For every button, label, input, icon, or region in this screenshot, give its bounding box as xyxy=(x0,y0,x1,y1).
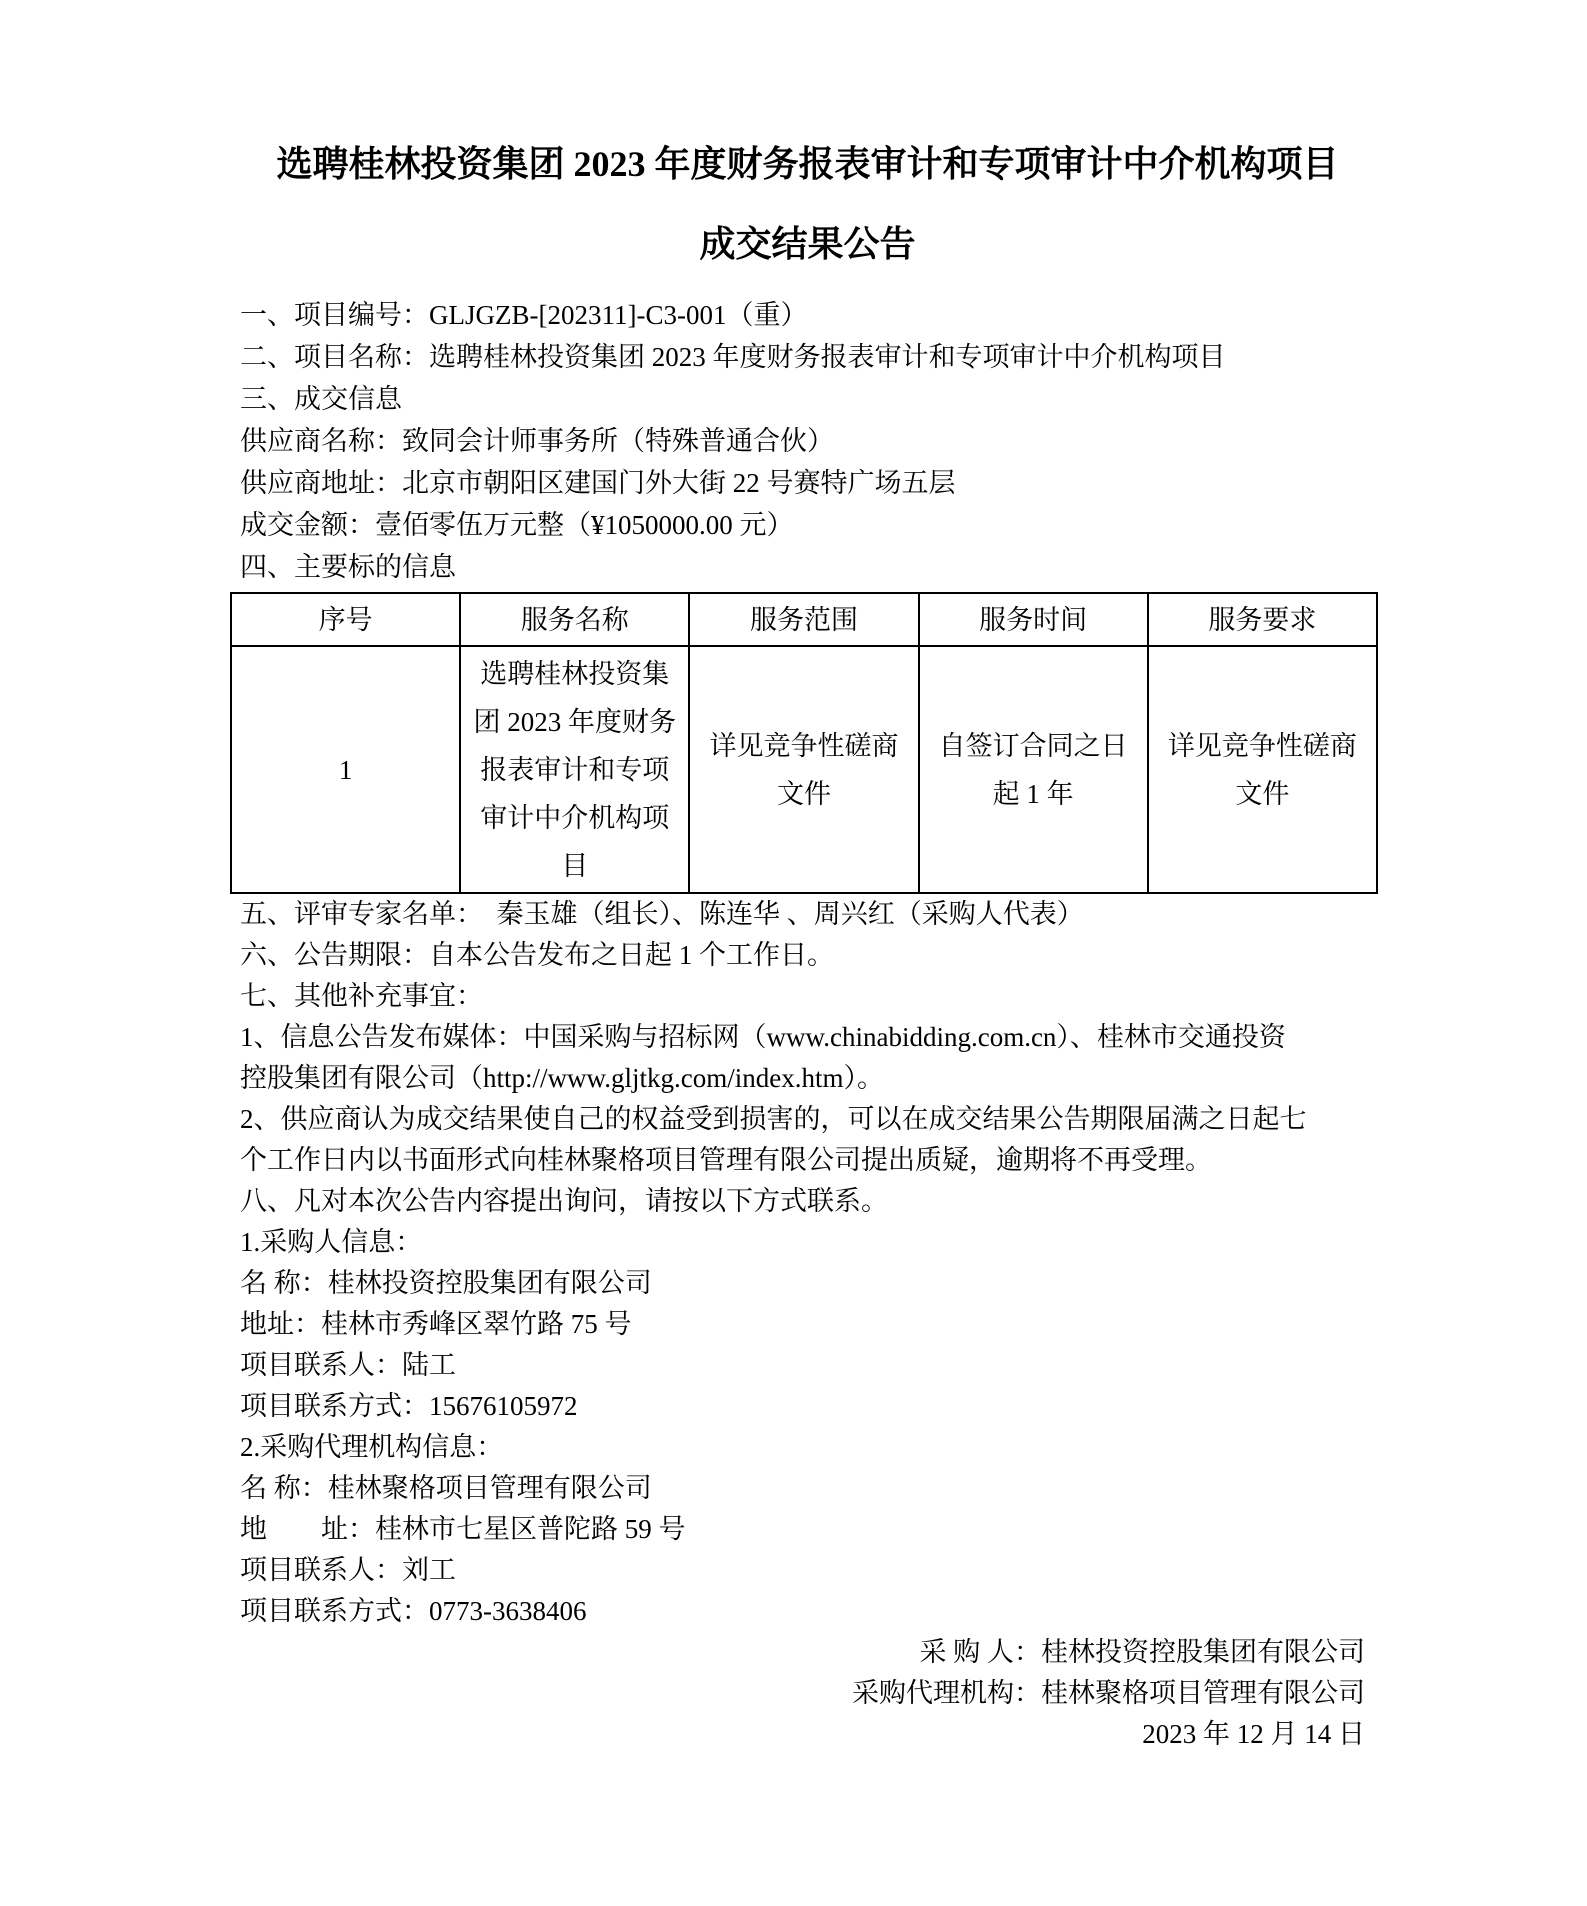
table-header-row xyxy=(231,593,1377,646)
agency-phone-line: 项目联系方式：0773-3638406 xyxy=(240,1596,587,1626)
project-number-line: 一、项目编号：GLJGZB-[202311]-C3-001（重） xyxy=(240,300,808,330)
media-paragraph-line-2: 控股集团有限公司（http://www.gljtkg.com/index.htm）。 xyxy=(240,1063,884,1093)
col-header-service-requirement: 服务要求 xyxy=(1148,593,1377,646)
cell-service-requirement: 详见竞争性磋商文件 xyxy=(1148,646,1377,893)
contact-heading: 八、凡对本次公告内容提出询问，请按以下方式联系。 xyxy=(240,1186,888,1216)
cell-service-time: 自签订合同之日起 1 年 xyxy=(919,646,1148,893)
purchaser-contact-line: 项目联系人：陆工 xyxy=(240,1350,456,1380)
media-paragraph-line-1: 1、信息公告发布媒体：中国采购与招标网（www.chinabidding.com.cn）、桂林市交通投资 xyxy=(240,1022,1286,1052)
document-title-line-1: 选聘桂林投资集团 2023 年度财务报表审计和专项审计中介机构项目 xyxy=(276,144,1339,184)
purchaser-phone-line: 项目联系方式：15676105972 xyxy=(240,1391,578,1421)
project-name-line: 二、项目名称：选聘桂林投资集团 2023 年度财务报表审计和专项审计中介机构项目 xyxy=(240,342,1226,372)
agency-info-heading: 2.采购代理机构信息： xyxy=(240,1432,504,1462)
notice-period-line: 六、公告期限：自本公告发布之日起 1 个工作日。 xyxy=(240,940,834,970)
cell-service-name: 选聘桂林投资集团 2023 年度财务报表审计和专项审计中介机构项目 xyxy=(460,646,689,893)
document-title-line-2: 成交结果公告 xyxy=(699,224,916,264)
objection-paragraph-line-2: 个工作日内以书面形式向桂林聚格项目管理有限公司提出质疑，逾期将不再受理。 xyxy=(240,1145,1212,1175)
signature-purchaser-line: 采 购 人：桂林投资控股集团有限公司 xyxy=(919,1637,1365,1667)
signature-agency-line: 采购代理机构：桂林聚格项目管理有限公司 xyxy=(852,1678,1365,1708)
cell-service-scope: 详见竞争性磋商文件 xyxy=(689,646,918,893)
supplier-name-line: 供应商名称：致同会计师事务所（特殊普通合伙） xyxy=(240,426,834,456)
agency-contact-line: 项目联系人：刘工 xyxy=(240,1555,456,1585)
experts-line: 五、评审专家名单： 秦玉雄（组长）、陈连华 、周兴红（采购人代表） xyxy=(240,899,1084,929)
signature-date-line: 2023 年 12 月 14 日 xyxy=(1142,1719,1365,1749)
purchaser-address-line: 地址：桂林市秀峰区翠竹路 75 号 xyxy=(240,1309,632,1339)
objection-paragraph-line-1: 2、供应商认为成交结果使自己的权益受到损害的，可以在成交结果公告期限届满之日起七 xyxy=(240,1104,1307,1134)
purchaser-name-line: 名 称：桂林投资控股集团有限公司 xyxy=(240,1268,652,1298)
supplier-address-line: 供应商地址：北京市朝阳区建国门外大街 22 号赛特广场五层 xyxy=(240,468,956,498)
cell-seq: 1 xyxy=(231,646,460,893)
col-header-service-scope: 服务范围 xyxy=(689,593,918,646)
col-header-service-name: 服务名称 xyxy=(460,593,689,646)
subject-info-table xyxy=(230,592,1378,894)
other-matters-heading: 七、其他补充事宜： xyxy=(240,981,483,1011)
col-header-seq: 序号 xyxy=(231,593,460,646)
award-amount-line: 成交金额：壹佰零伍万元整（¥1050000.00 元） xyxy=(240,510,794,540)
purchaser-info-heading: 1.采购人信息： xyxy=(240,1227,423,1257)
agency-address-line: 地 址：桂林市七星区普陀路 59 号 xyxy=(240,1514,686,1544)
signature-block xyxy=(240,1632,1375,1755)
table-row xyxy=(231,646,1377,893)
award-info-heading: 三、成交信息 xyxy=(240,384,402,414)
subject-info-heading: 四、主要标的信息 xyxy=(240,552,456,582)
agency-name-line: 名 称：桂林聚格项目管理有限公司 xyxy=(240,1473,652,1503)
col-header-service-time: 服务时间 xyxy=(919,593,1148,646)
